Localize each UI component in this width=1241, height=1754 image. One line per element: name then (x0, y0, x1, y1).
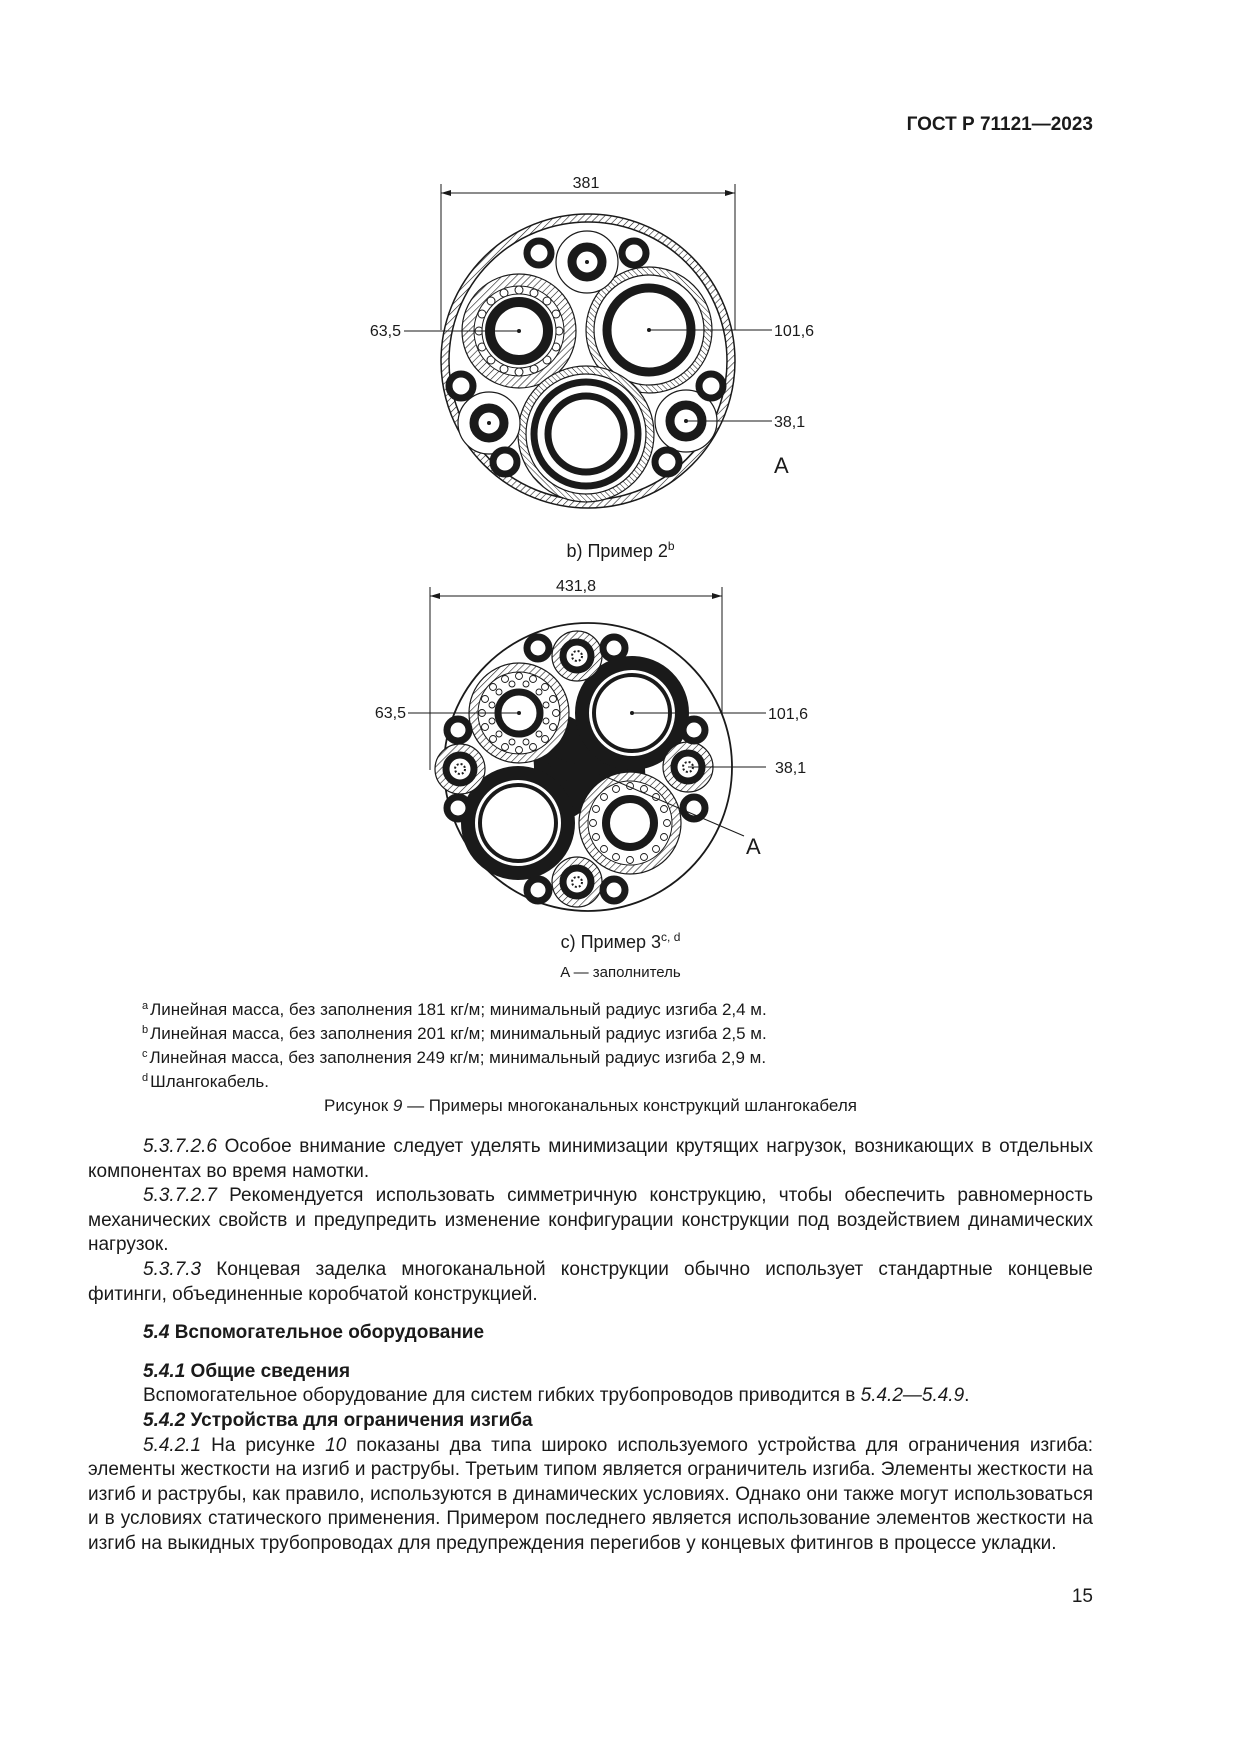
figure-c-caption: c) Пример 3$^{c, d}$ (560, 930, 681, 952)
section-heading: 5.4 Вспомогательное оборудование (143, 1322, 485, 1344)
footnote-item: $^a$ Линейная масса, без заполнения 181 кг/м; минимальный радиус изгиба 2,4 м. (142, 1000, 767, 1019)
section-heading: 5.4.2 Устройства для ограничения изгиба (143, 1409, 533, 1431)
paragraph: 5.3.7.2.7 Рекомендуется использовать симметричную конструкцию, чтобы обеспечить равномерность механических свойств и предупредить изменение конфигурации конструкции под воздействием динамических нагрузок. (88, 1185, 1093, 1256)
document-number: ГОСТ Р 71121—2023 (906, 114, 1093, 135)
paragraph: Вспомогательное оборудование для систем гибких трубопроводов приводится в 5.4.2—5.4.9. (143, 1385, 970, 1407)
footnote-list (142, 996, 767, 1092)
section-heading: 5.4.1 Общие сведения (143, 1360, 351, 1382)
label-63-5-b: 63,5 (369, 323, 401, 340)
label-filler-b: A (774, 453, 789, 478)
hose-large-bottom-b (518, 366, 654, 502)
label-filler-c: A (746, 834, 761, 859)
footnote-item: $^c$ Линейная масса, без заполнения 249 кг/м; минимальный радиус изгиба 2,9 м. (142, 1048, 767, 1067)
paragraph: 5.3.7.2.6 Особое внимание следует уделять минимизации крутящих нагрузок, возникающих в отдельных компонентах во время намотки. (88, 1136, 1093, 1182)
figure-title: Рисунок 9 — Примеры многоканальных конструкций шлангокабеля (324, 1096, 857, 1115)
body-text (88, 1135, 1093, 1557)
hose-large-bottom-left-c (468, 773, 568, 873)
figure-legend: A — заполнитель (560, 964, 681, 981)
figure-c-cross-section (340, 570, 840, 920)
paragraph: 5.4.2.1 На рисунке 10 показаны два типа широко используемого устройства для ограничения изгиба: элементы жесткости на изгиб и раструбы. Третьим типом является ограничитель изгиба. Элементы жесткости на изгиб и раструбы, как правило, используются в динамических условиях. Однако они также могут использоваться и в условиях статического применения. Примером последнего является использование элементов жесткости на изгиб на выкидных трубопроводах для предупреждения перегибов у концевых фитингов в процессе укладки. (88, 1434, 1093, 1554)
dimension-label-c: 431,8 (555, 578, 597, 595)
label-38-1-b: 38,1 (774, 414, 806, 431)
page-number: 15 (1071, 1586, 1093, 1607)
figure-b-cross-section (340, 168, 830, 538)
figure-b-caption: b) Пример 2$^b$ (566, 539, 675, 561)
label-63-5-c: 63,5 (374, 705, 406, 722)
label-38-1-c: 38,1 (775, 760, 807, 777)
footnote-item: $^b$ Линейная масса, без заполнения 201 кг/м; минимальный радиус изгиба 2,5 м. (142, 1024, 767, 1043)
paragraph: 5.3.7.3 Концевая заделка многоканальной конструкции обычно использует стандартные концевые фитинги, объединенные коробчатой конструкцией. (88, 1258, 1093, 1305)
dimension-label-b: 381 (572, 175, 600, 192)
label-101-6-c: 101,6 (768, 706, 809, 723)
label-101-6-b: 101,6 (774, 323, 815, 340)
footnote-item: $^d$ Шлангокабель. (142, 1072, 269, 1091)
